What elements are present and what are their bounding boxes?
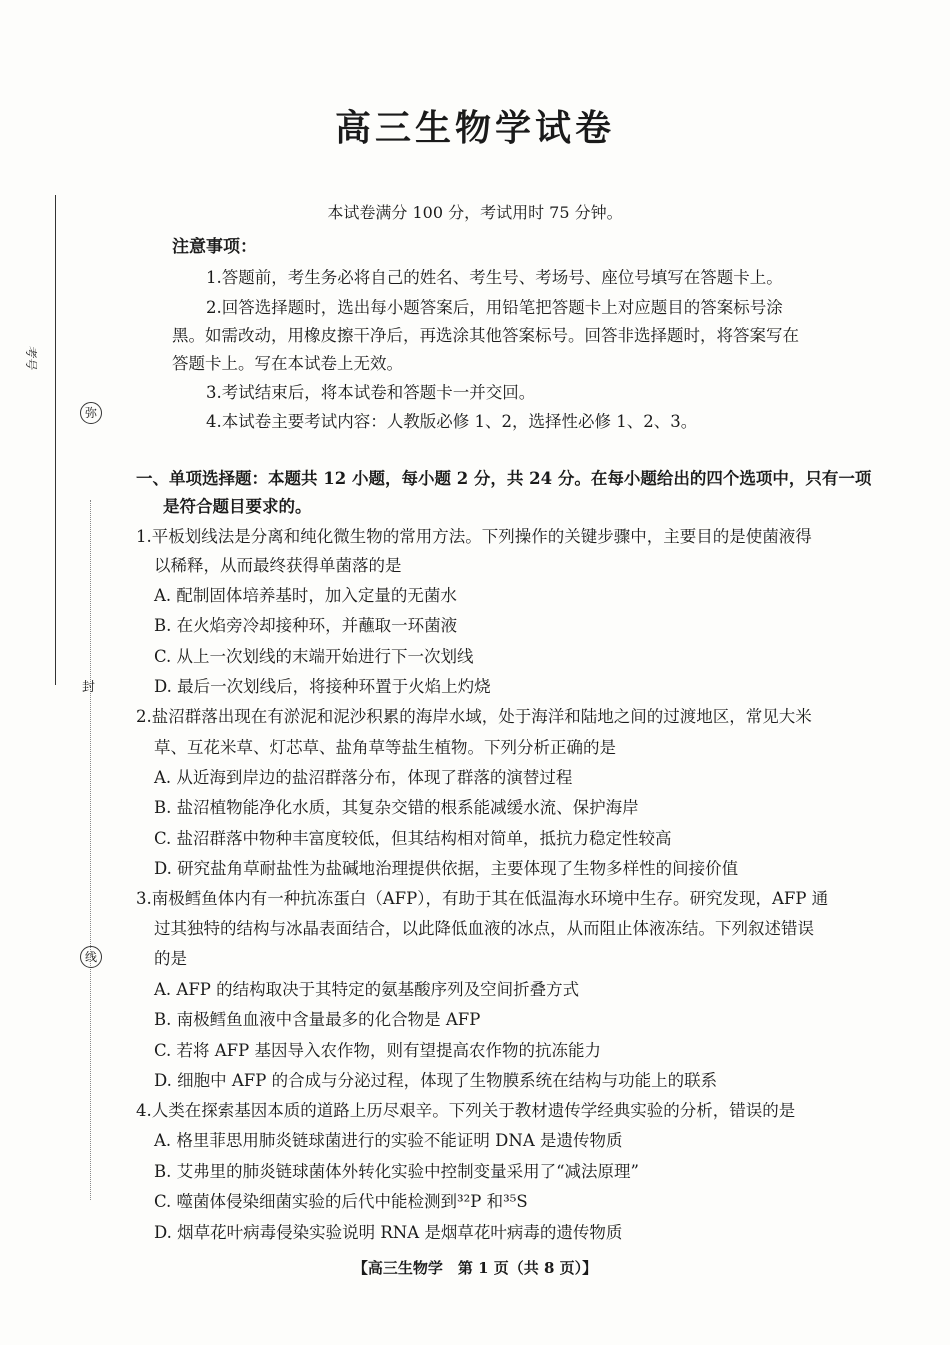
notes-line: 3.考试结束后，将本试卷和答题卡一并交回。 — [206, 383, 536, 402]
question-stem: 1.平板划线法是分离和纯化微生物的常用方法。下列操作的关键步骤中，主要目的是使菌液得 — [136, 527, 812, 546]
question-option: C. 盐沼群落中物种丰富度较低，但其结构相对简单，抵抗力稳定性较高 — [154, 829, 672, 848]
question-option: A. AFP 的结构取决于其特定的氨基酸序列及空间折叠方式 — [154, 980, 580, 999]
question-option: D. 细胞中 AFP 的合成与分泌过程，体现了生物膜系统在结构与功能上的联系 — [154, 1071, 718, 1090]
question-option: C. 从上一次划线的末端开始进行下一次划线 — [154, 647, 474, 666]
question-option: B. 在火焰旁冷却接种环，并蘸取一环菌液 — [154, 616, 458, 635]
question-option: B. 艾弗里的肺炎链球菌体外转化实验中控制变量采用了“减法原理” — [154, 1162, 639, 1181]
margin-seal-char: 线 — [80, 946, 102, 968]
notes-line: 2.回答选择题时，选出每小题答案后，用铅笔把答题卡上对应题目的答案标号涂 — [206, 298, 783, 317]
question-option: C. 若将 AFP 基因导入农作物，则有望提高农作物的抗冻能力 — [154, 1041, 601, 1060]
margin-field-label: 考号 — [24, 345, 38, 370]
margin-seal-char: 封 — [82, 680, 96, 695]
question-option: A. 从近海到岸边的盐沼群落分布，体现了群落的演替过程 — [154, 768, 573, 787]
question-option: D. 研究盐角草耐盐性为盐碱地治理提供依据，主要体现了生物多样性的间接价值 — [154, 859, 739, 878]
section-heading: 一、单项选择题：本题共 12 小题，每小题 2 分，共 24 分。在每小题给出的四个选项中，只有一项 — [136, 469, 872, 488]
question-option: B. 盐沼植物能净化水质，其复杂交错的根系能减缓水流、保护海岸 — [154, 798, 639, 817]
notes-line: 黑。如需改动，用橡皮擦干净后，再选涂其他答案标号。回答非选择题时，将答案写在 — [172, 326, 799, 345]
notes-heading: 注意事项： — [172, 237, 257, 257]
exam-info: 本试卷满分 100 分，考试用时 75 分钟。 — [327, 203, 623, 222]
notes-line: 1.答题前，考生务必将自己的姓名、考生号、考场号、座位号填写在答题卡上。 — [206, 268, 783, 287]
margin-seal-char: 弥 — [80, 402, 102, 424]
page-title: 高三生物学试卷 — [334, 107, 615, 149]
question-option: C. 噬菌体侵染细菌实验的后代中能检测到³²P 和³⁵S — [154, 1192, 528, 1211]
question-stem: 3.南极鳕鱼体内有一种抗冻蛋白（AFP），有助于其在低温海水环境中生存。研究发现，AFP 通 — [136, 889, 829, 908]
question-stem: 的是 — [154, 949, 187, 968]
notes-line: 4.本试卷主要考试内容：人教版必修 1、2，选择性必修 1、2、3。 — [206, 412, 698, 431]
question-option: A. 配制固体培养基时，加入定量的无菌水 — [154, 586, 457, 605]
section-heading-cont: 是符合题目要求的。 — [163, 497, 312, 516]
question-stem: 草、互花米草、灯芯草、盐角草等盐生植物。下列分析正确的是 — [154, 738, 616, 757]
question-option: D. 烟草花叶病毒侵染实验说明 RNA 是烟草花叶病毒的遗传物质 — [154, 1223, 623, 1242]
binding-line — [55, 195, 56, 685]
question-option: D. 最后一次划线后，将接种环置于火焰上灼烧 — [154, 677, 491, 696]
page-footer: 【高三生物学 第 1 页（共 8 页）】 — [352, 1259, 598, 1277]
binding-dotted-line — [90, 500, 91, 1200]
question-option: A. 格里菲思用肺炎链球菌进行的实验不能证明 DNA 是遗传物质 — [154, 1131, 623, 1150]
question-stem: 以稀释，从而最终获得单菌落的是 — [154, 556, 402, 575]
question-stem: 4.人类在探索基因本质的道路上历尽艰辛。下列关于教材遗传学经典实验的分析，错误的是 — [136, 1101, 796, 1120]
notes-line: 答题卡上。写在本试卷上无效。 — [172, 354, 403, 373]
question-option: B. 南极鳕鱼血液中含量最多的化合物是 AFP — [154, 1010, 481, 1029]
question-stem: 2.盐沼群落出现在有淤泥和泥沙积累的海岸水域，处于海洋和陆地之间的过渡地区，常见大米 — [136, 707, 812, 726]
question-stem: 过其独特的结构与冰晶表面结合，以此降低血液的冰点，从而阻止体液冻结。下列叙述错误 — [154, 919, 814, 938]
